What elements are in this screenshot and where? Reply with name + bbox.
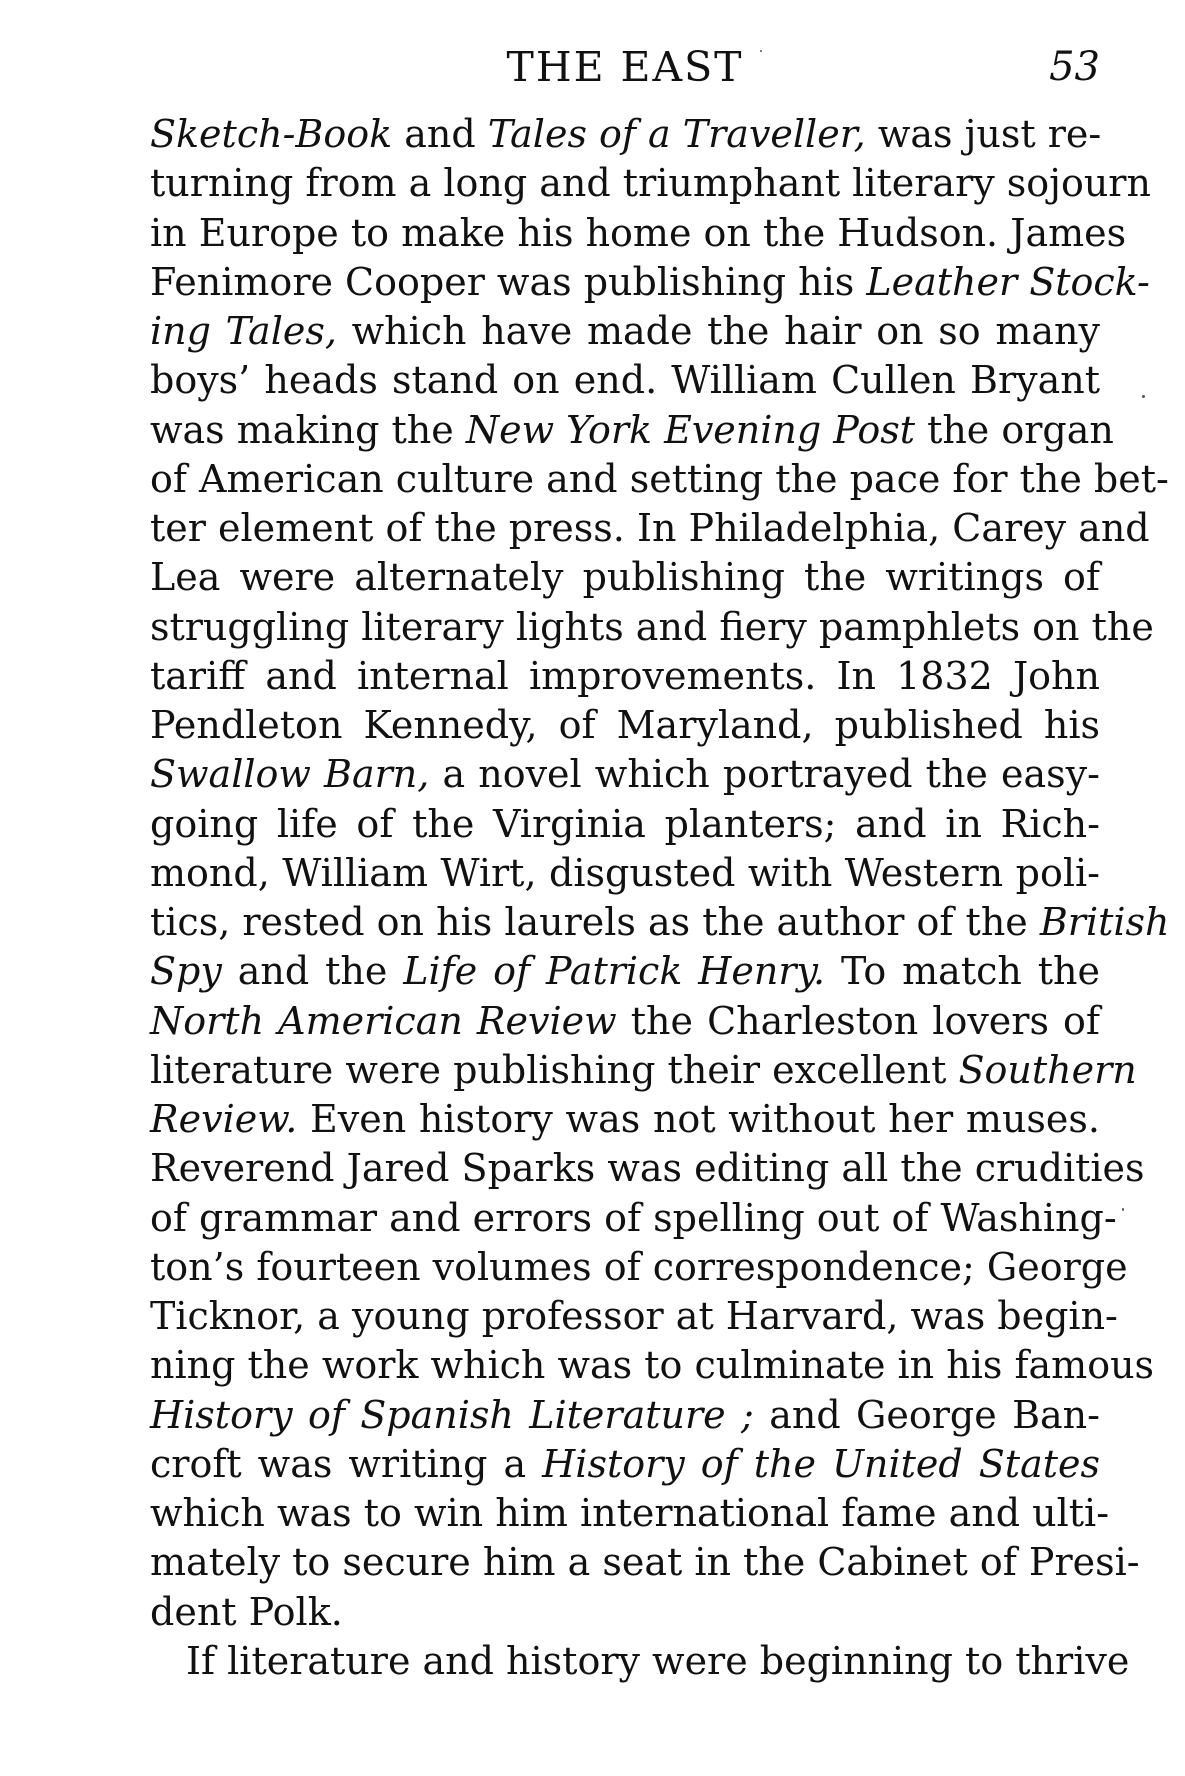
text-run: ton’s fourteen volumes of correspondence; George <box>150 1244 1128 1289</box>
text-run: boys’ heads stand on end. William Cullen Bryant <box>150 358 1100 403</box>
italic-text: Southern <box>958 1047 1137 1092</box>
text-run: struggling literary lights and fiery pamphlets on the <box>150 604 1154 649</box>
text-line <box>150 356 1100 405</box>
text-run: turning from a long and triumphant literary sojourn <box>150 161 1151 206</box>
text-run: of American culture and setting the pace for the bet- <box>150 456 1169 501</box>
text-run: tics, rested on his laurels as the author of the <box>150 900 1040 944</box>
text-line <box>150 110 1100 159</box>
text-run: and George Ban- <box>753 1392 1100 1437</box>
page-number: 53 <box>1049 44 1100 90</box>
italic-text: Swallow Barn, <box>150 752 430 797</box>
italic-text: Review. <box>150 1097 298 1141</box>
text-line <box>150 997 1100 1046</box>
text-run: and the <box>221 949 404 994</box>
text-run: a novel which portrayed the easy- <box>429 752 1100 797</box>
text-line <box>150 1489 1110 1538</box>
text-run: mond, William Wirt, disgusted with Western poli- <box>150 850 1100 895</box>
text-line <box>150 406 1114 455</box>
text-line <box>150 1144 1145 1193</box>
text-run: tariff and internal improvements. In 1832 John <box>150 653 1100 698</box>
italic-text: Tales of a Traveller, <box>487 112 866 156</box>
text-line <box>150 750 1100 799</box>
text-line <box>150 553 1100 602</box>
text-line <box>150 504 1150 553</box>
text-line <box>150 898 1170 947</box>
text-line <box>150 1538 1140 1587</box>
italic-text: Leather Stock- <box>866 259 1150 304</box>
text-line <box>150 1588 1100 1637</box>
text-run: Even history was not without her muses. <box>297 1097 1100 1141</box>
text-line <box>150 1292 1118 1341</box>
text-line <box>150 1243 1128 1292</box>
text-run: ning the work which was to culminate in his famous <box>150 1343 1155 1388</box>
italic-text: North American Review <box>150 998 617 1043</box>
text-run: dent Polk. <box>150 1589 343 1634</box>
text-run: the Charleston lovers of <box>616 998 1100 1043</box>
text-run: ter element of the press. In Philadelphia, Carey and <box>150 506 1150 550</box>
text-run: Pendleton Kennedy, of Maryland, published his <box>150 703 1100 747</box>
body-text <box>150 110 1170 1686</box>
text-line <box>150 800 1100 849</box>
italic-text: History of the United States <box>542 1441 1100 1486</box>
running-title: THE EAST <box>506 43 744 91</box>
text-run: To match the <box>825 949 1100 994</box>
text-line <box>150 1440 1100 1489</box>
text-line <box>150 652 1100 701</box>
text-run: going life of the Virginia planters; and in Rich- <box>150 801 1100 846</box>
text-run: and <box>392 112 488 156</box>
text-line <box>150 1194 1117 1243</box>
text-line <box>150 1095 1100 1144</box>
text-run: Lea were alternately publishing the writings of <box>150 555 1100 600</box>
text-line <box>150 947 1100 996</box>
text-run: Fenimore Cooper was publishing his <box>150 259 867 304</box>
text-line <box>150 701 1100 750</box>
text-run: of grammar and errors of spelling out of Washing- <box>150 1195 1117 1240</box>
text-run: was just re- <box>865 112 1102 156</box>
text-run: Ticknor, a young professor at Harvard, was begin- <box>150 1294 1118 1338</box>
print-speck <box>1142 395 1145 398</box>
text-line <box>150 307 1100 356</box>
text-line <box>150 455 1169 504</box>
italic-text: History of Spanish Literature ; <box>150 1392 754 1437</box>
print-speck <box>1122 1208 1124 1211</box>
text-run: If literature and history were beginning to thrive <box>186 1638 1130 1683</box>
text-run: mately to secure him a seat in the Cabinet of Presi- <box>150 1540 1140 1585</box>
italic-text: Life of Patrick Henry. <box>403 949 826 994</box>
text-line <box>150 258 1150 307</box>
text-run: croft was writing a <box>150 1441 543 1486</box>
text-run: the organ <box>914 407 1114 452</box>
print-speck <box>760 50 762 52</box>
text-line <box>150 209 1127 258</box>
italic-text: Spy <box>150 949 222 994</box>
text-line <box>150 159 1151 208</box>
text-line <box>150 603 1154 652</box>
text-line <box>150 849 1100 898</box>
text-run: was making the <box>150 407 466 452</box>
italic-text: Sketch-Book <box>150 112 393 156</box>
text-run: in Europe to make his home on the Hudson. James <box>150 210 1127 255</box>
text-run: which have made the hair on so many <box>336 309 1100 353</box>
text-run: which was to win him international fame and ulti- <box>150 1491 1110 1535</box>
running-head <box>150 42 1100 92</box>
text-line <box>150 1637 1130 1686</box>
text-run: Reverend Jared Sparks was editing all the crudities <box>150 1146 1145 1191</box>
italic-text: ing Tales, <box>150 309 337 353</box>
italic-text: New York Evening Post <box>465 407 915 452</box>
italic-text: British <box>1039 900 1170 944</box>
text-line <box>150 1341 1155 1390</box>
text-line <box>150 1391 1100 1440</box>
text-line <box>150 1046 1137 1095</box>
text-run: literature were publishing their excellent <box>150 1047 959 1092</box>
